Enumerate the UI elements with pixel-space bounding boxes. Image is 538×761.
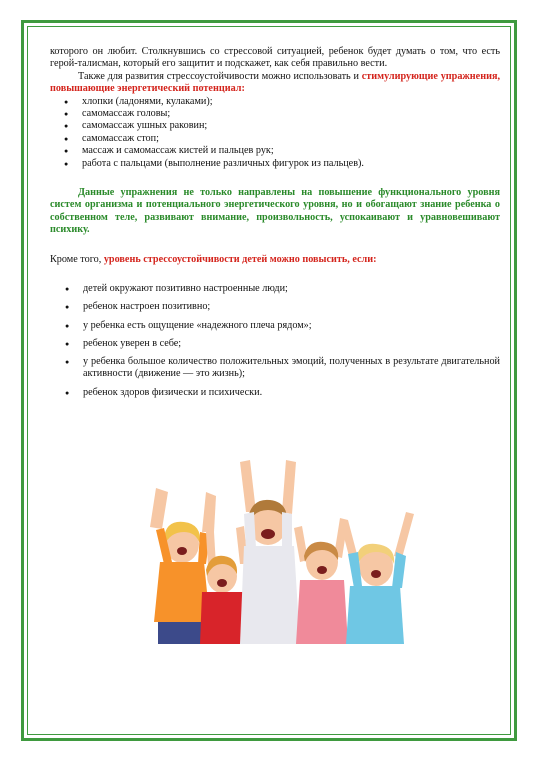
child-pink (294, 518, 348, 644)
paragraph-1: которого он любит. Столкнувшись со стрессовой ситуацией, ребенок будет думать о том, что есть герой-талисман, который его защитит и подскажет, как себя правильно вести. (50, 46, 500, 70)
list-item: ● хлопки (ладонями, кулаками); (50, 96, 500, 108)
list-item: ● ребенок здоров физически и психически. (50, 387, 500, 399)
paragraph-2 (50, 71, 500, 96)
list-item: ● самомассаж ушных раковин; (50, 120, 500, 132)
paragraph-4 (50, 254, 500, 266)
happy-children-photo (144, 452, 422, 644)
child-center (240, 460, 300, 644)
list-item: ● самомассаж стоп; (50, 133, 500, 145)
paragraph-2-highlight: стимулирующие упражнения, повышающие энергетический потенциал: (50, 70, 500, 95)
list-item: ● массаж и самомассаж кистей и пальцев рук; (50, 145, 500, 157)
document-content (50, 46, 500, 405)
exercise-list (50, 96, 500, 170)
list-item: ● детей окружают позитивно настроенные люди; (50, 283, 500, 295)
list-item: ● у ребенка большое количество положительных эмоций, полученных в результате двигательной активности (движение — это жизнь); (50, 356, 500, 381)
paragraph-4-highlight: уровень стрессоустойчивости детей можно повысить, если: (103, 253, 377, 265)
conditions-list (50, 283, 500, 399)
paragraph-2-text: Также для развития стрессоустойчивости можно использовать и (78, 70, 362, 82)
list-item: ● у ребенка есть ощущение «надежного плеча рядом»; (50, 320, 500, 332)
list-item: ● самомассаж головы; (50, 108, 500, 120)
paragraph-3-green: Данные упражнения не только направлены на повышение функционального уровня систем организма и потенциального энергетического уровня, но и обогащают знание ребенка о собственном теле, развивают внимание, произвольность, успокаивают и уравновешивают психику. (50, 187, 500, 236)
list-item: ● работа с пальцами (выполнение различных фигурок из пальцев). (50, 158, 500, 170)
child-blue (340, 512, 414, 644)
list-item: ● ребенок настроен позитивно; (50, 301, 500, 313)
list-item: ● ребенок уверен в себе; (50, 338, 500, 350)
paragraph-4-text: Кроме того, (50, 253, 104, 265)
